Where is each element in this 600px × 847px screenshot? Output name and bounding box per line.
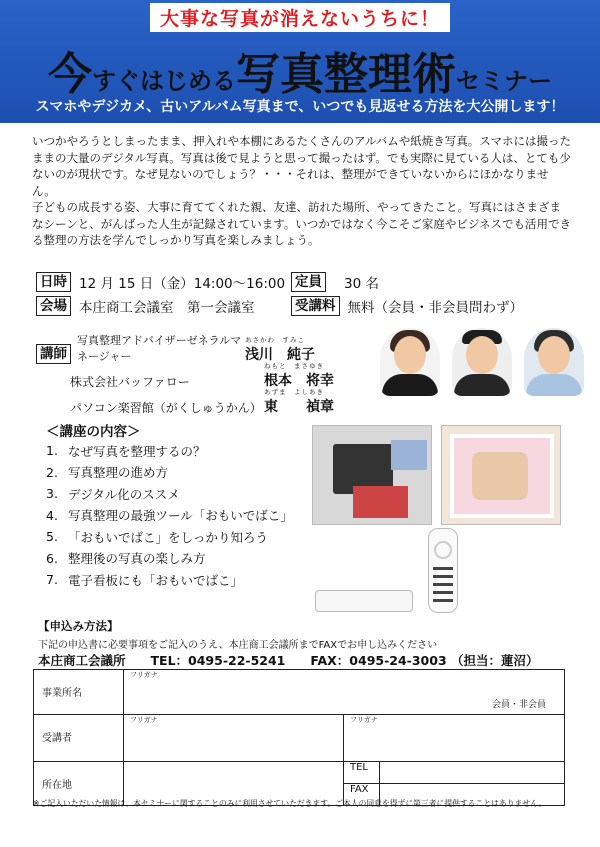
scanner-photo [315, 590, 413, 612]
tel-label: TEL [344, 762, 380, 784]
lecturer-row: パソコン楽習館（がくしゅうかん） あずま よしあき 東 禎章 [70, 388, 334, 415]
fee-label: 受講料 [291, 296, 340, 316]
lecturer-photo-2 [452, 328, 512, 396]
fax-label: FAX [344, 784, 380, 806]
venue-value: 本庄商工会議室 第一会議室 [79, 300, 255, 316]
course-list [46, 440, 293, 591]
intro-paragraph-1: いつかやろうとしまったまま、押入れや本棚にあるたくさんのアルバムや紙焼き写真。スマホには撮ったままの大量のデジタル写真。写真は後で見ようと思って撮ったはず。でも実際に見ている人は、とても少ないのが現状です。なぜ見ないのでしょう？・・・それは、整理ができていないからにほかなりません。 [32, 134, 571, 198]
header-banner [0, 0, 600, 123]
tagline: 大事な写真が消えないうちに！ [0, 3, 600, 32]
office-label: 事業所名 [34, 670, 124, 715]
intro-text [32, 133, 572, 249]
date-value: 12 月 15 日（金）14:00～16:00 [79, 276, 286, 292]
date-label: 日時 [36, 272, 71, 292]
lecturers [36, 334, 334, 416]
attendee-field-1[interactable]: フリガナ [124, 715, 344, 762]
album-photo [441, 425, 561, 525]
list-item: 4. 写真整理の最強ツール「おもいでばこ」 [46, 507, 293, 524]
course-title: ＜講座の内容＞ [46, 424, 141, 440]
contact-info: 本庄商工会議所 TEL：0495-22-5241 FAX：0495-24-3003 （担当：蓮沼） [38, 653, 539, 668]
capacity-value: 30 名 [344, 276, 379, 292]
list-item: 1. なぜ写真を整理するの？ [46, 443, 206, 459]
office-field[interactable]: フリガナ 会員・非会員 [124, 670, 565, 715]
event-info [36, 271, 523, 319]
address-label: 所在地 [34, 762, 124, 806]
lecturer-photo-3 [524, 328, 584, 396]
apply-title: 【申込み方法】 [38, 619, 119, 633]
tel-field[interactable] [380, 762, 565, 784]
intro-paragraph-2: 子どもの成長する姿、大事に育ててくれた親、友達、訪れた場所、やってきたこと。写真にはさまざまなシーンと、がんばった人生が記録されています。いつかではなく今こそご家庭やビジネスでも活用できる整理の方法を学んでしっかり写真を楽しみましょう。 [32, 200, 571, 247]
list-item: 2. 写真整理の進め方 [46, 464, 169, 481]
capacity-label: 定員 [291, 272, 326, 292]
lecturer-photo-1 [380, 328, 440, 396]
list-item: 7. 電子看板にも「おもいでばこ」 [46, 572, 244, 588]
list-item: 5. 「おもいでばこ」をしっかり知ろう [46, 529, 269, 545]
main-title: 今すぐはじめる写真整理術セミナー [48, 49, 552, 100]
device-photo [312, 425, 432, 525]
member-status: 会員・非会員 [491, 700, 546, 710]
fee-value: 無料（会員・非会員問わず） [347, 300, 523, 316]
application-form [33, 669, 565, 806]
list-item: 6. 整理後の写真の楽しみ方 [46, 550, 206, 567]
subline: スマホやデジカメ、古いアルバム写真まで、いつでも見返せる方法を大公開します！ [35, 99, 565, 115]
lecturer-label: 講師 [36, 344, 71, 364]
apply-note: 下記の申込書に必要事項をご記入のうえ、本庄商工会議所までFAXでお申し込みください [38, 640, 438, 651]
lecturer-row: 株式会社バッファロー ねもと まさゆき 根本 将幸 [70, 362, 334, 389]
lecturer-photos [380, 328, 590, 396]
attendee-label: 受講者 [34, 715, 124, 762]
remote-photo [428, 528, 458, 613]
lecturer-row: 講師 写真整理アドバイザーゼネラルマネージャー あさかわ すみこ 浅川 純子 [36, 338, 334, 364]
attendee-field-2[interactable]: フリガナ [344, 715, 565, 762]
footnote: ※ご記入いただいた情報は、本セミナーに関することのみに利用させていただきます。ご本人の同意を得ずに第三者に提供することはありません。 [33, 799, 547, 808]
list-item: 3. デジタル化のススメ [46, 486, 180, 502]
venue-label: 会場 [36, 296, 71, 316]
